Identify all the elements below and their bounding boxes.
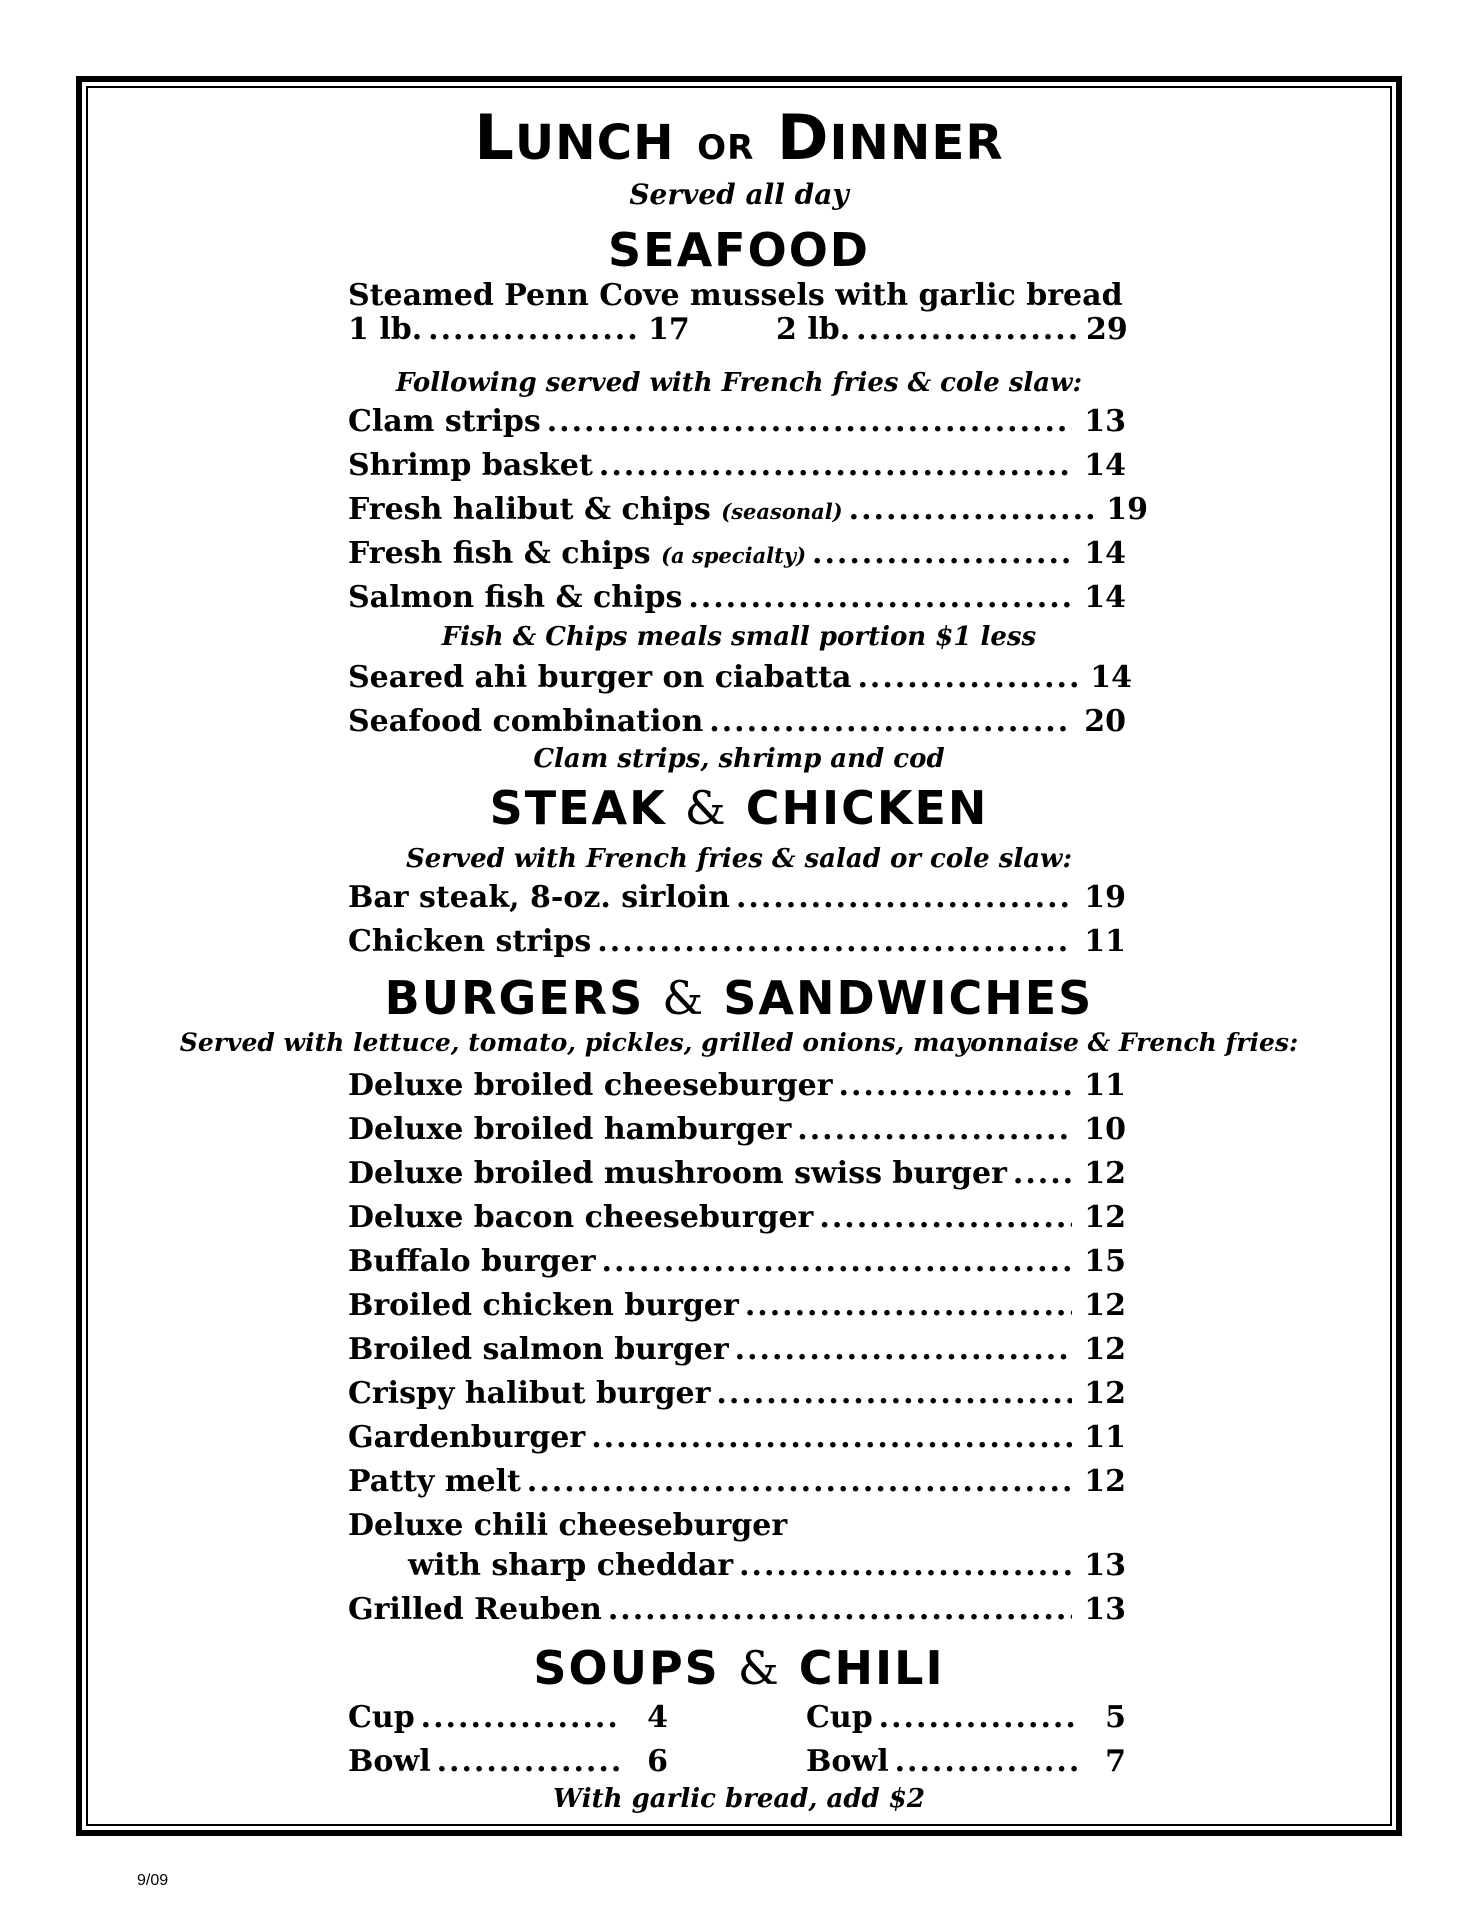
dot-leader [608,1590,1072,1630]
dot-leader [745,1286,1072,1326]
seafood-heading: SEAFOOD [608,223,870,277]
mussels-1lb-price: 17 [648,312,690,347]
dot-leader [812,534,1072,574]
menu-item: Broiled chicken burger ..... 12 [348,1286,1126,1326]
chili-burger-line1: Deluxe chili cheeseburger [348,1508,788,1543]
mussels-2lb-row [776,310,1126,350]
served-all-day: Served all day [629,178,849,211]
dot-leader [688,578,1072,618]
menu-item: Fresh halibut & chips (seasonal) ..... 19 [348,490,1148,530]
menu-item: Deluxe broiled mushroom swiss burger ..... 12 [348,1154,1126,1194]
menu-item: Seafood combination ..... 20 [348,702,1126,742]
dot-leader [819,1198,1072,1238]
soup-cup-row: Cup ..... 4 [348,1698,668,1738]
menu-item: Chicken strips ..... 11 [348,922,1126,962]
dot-leader [599,446,1072,486]
chili-bowl-row: Bowl ..... 7 [806,1742,1126,1782]
dot-leader [421,1698,622,1738]
combo-note: Clam strips, shrimp and cod [533,744,945,774]
dot-leader [428,310,642,350]
dot-leader [437,1742,622,1782]
dot-leader [739,1546,1072,1586]
small-portion-note: Fish & Chips meals small portion $1 less [441,622,1037,652]
menu-item: Crispy halibut burger ..... 12 [348,1374,1126,1414]
menu-item: Deluxe broiled cheeseburger ..... 11 [348,1066,1126,1106]
menu-item: Gardenburger ..... 11 [348,1418,1126,1458]
dot-leader [895,1742,1080,1782]
dot-leader [856,310,1080,350]
dot-leader [547,402,1072,442]
dot-leader [591,1418,1072,1458]
burgers-note: Served with lettuce, tomato, pickles, grilled onions, mayonnaise & French fries: [179,1028,1299,1057]
menu-item: Deluxe broiled hamburger ..... 10 [348,1110,1126,1150]
seafood-fries-note: Following served with French fries & cole slaw: [395,368,1083,398]
dot-leader [716,1374,1072,1414]
revision-date: 9/09 [137,1872,169,1889]
dot-leader [1013,1154,1072,1194]
menu-item: Deluxe bacon cheeseburger ..... 12 [348,1198,1126,1238]
dot-leader [839,1066,1072,1106]
menu-item: Clam strips ..... 13 [348,402,1126,442]
mussels-1lb-label: 1 lb. [348,312,423,347]
menu-item: Buffalo burger ..... 15 [348,1242,1126,1282]
chili-cup-row: Cup ..... 5 [806,1698,1126,1738]
menu-item: Seared ahi burger on ciabatta ..... 14 [348,658,1132,698]
mussels-title: Steamed Penn Cove mussels with garlic bread [348,278,1123,313]
dot-leader [709,702,1072,742]
burgers-sandwiches-heading: BURGERS & SANDWICHES [384,971,1094,1025]
mussels-1lb-row [348,310,688,350]
menu-title: LUNCH OR DINNER [474,101,1004,174]
menu-item: Patty melt ..... 12 [348,1462,1126,1502]
soup-bowl-row: Bowl ..... 6 [348,1742,668,1782]
steak-chicken-heading: STEAK & CHICKEN [489,781,989,835]
dot-leader [797,1110,1072,1150]
menu-item: Bar steak, 8-oz. sirloin ..... 19 [348,878,1126,918]
dot-leader [735,1330,1072,1370]
soups-chili-heading: SOUPS & CHILI [533,1641,945,1695]
mussels-2lb-label: 2 lb. [776,312,851,347]
dot-leader [879,1698,1080,1738]
mussels-2lb-price: 29 [1086,312,1128,347]
menu-item: Broiled salmon burger ..... 12 [348,1330,1126,1370]
garlic-bread-note: With garlic bread, add $2 [553,1784,925,1814]
steak-note: Served with French fries & salad or cole slaw: [405,844,1073,874]
item-qualifier: (seasonal) [721,499,843,524]
menu-item: Grilled Reuben ..... 13 [348,1590,1126,1630]
dot-leader [857,658,1078,698]
dot-leader [736,878,1072,918]
menu-item: Fresh fish & chips (a specialty) ..... 14 [348,534,1126,574]
dot-leader [849,490,1094,530]
dot-leader [602,1242,1072,1282]
menu-item: with sharp cheddar ..... 13 [408,1546,1126,1586]
dot-leader [527,1462,1072,1502]
menu-item: Salmon fish & chips ..... 14 [348,578,1126,618]
item-qualifier: (a specialty) [661,543,807,568]
dot-leader [597,922,1072,962]
menu-item: Shrimp basket ..... 14 [348,446,1126,486]
